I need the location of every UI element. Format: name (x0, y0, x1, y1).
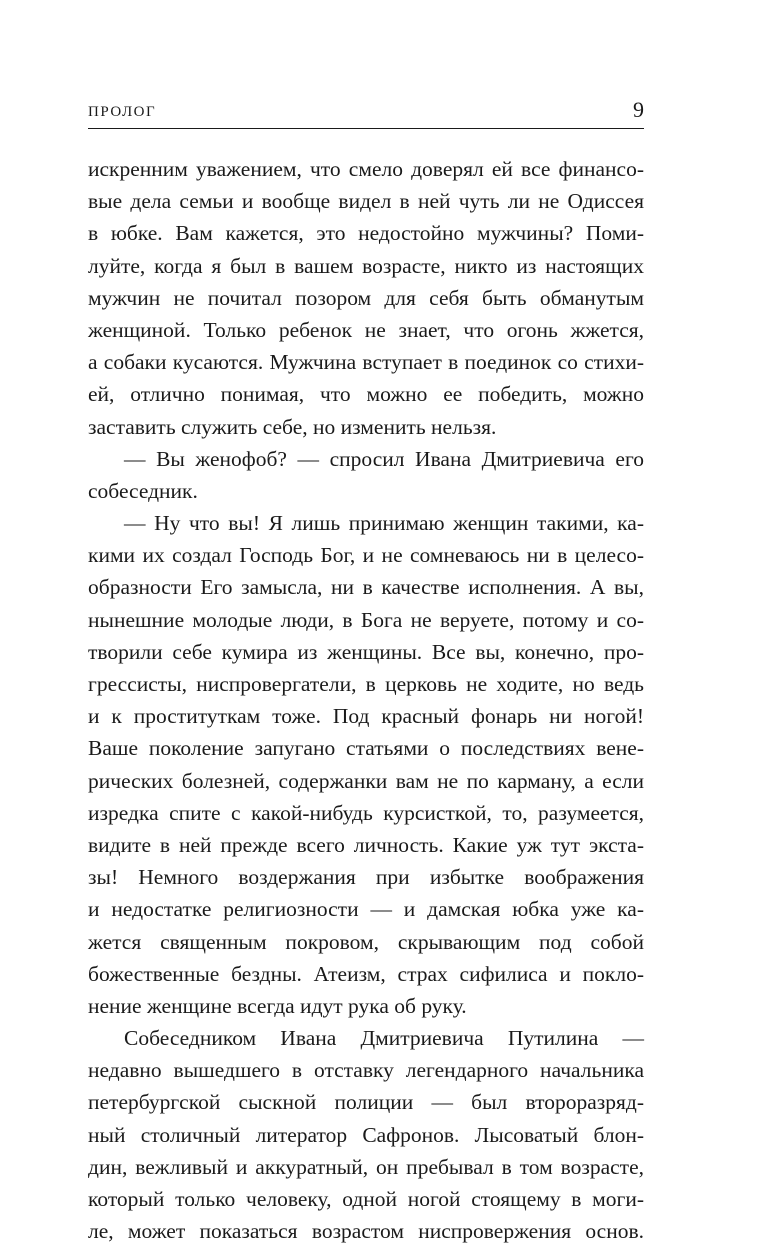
text-line: изредка спите с какой-нибудь курсисткой, то, разумеется, (88, 800, 644, 825)
text-line: видите в ней прежде всего личность. Какие уж тут экста- (88, 832, 644, 857)
page-number: 9 (633, 97, 644, 122)
text-line: жется священным покровом, скрывающим под собой (88, 929, 644, 954)
text-line: недавно вышедшего в отставку легендарного начальника (88, 1058, 644, 1083)
text-line: образности Его замысла, ни в качестве исполнения. А вы, (88, 575, 644, 600)
text-line: луйте, когда я был в вашем возрасте, никто из настоящих (88, 253, 644, 278)
text-line: ле, может показаться возрастом ниспровержения основ. (88, 1219, 644, 1244)
text-line: и недостатке религиозности — и дамская юбка уже ка- (88, 897, 644, 922)
text-line: искренним уважением, что смело доверял ей все финансо- (88, 157, 644, 181)
text-line: женщиной. Только ребенок не знает, что огонь жжется, (88, 317, 644, 342)
text-line: а собаки кусаются. Мужчина вступает в поединок со стихи- (88, 350, 644, 375)
text-line: заставить служить себе, но изменить нельзя. (88, 414, 497, 439)
text-line: ный столичный литератор Сафронов. Лысоватый блон- (88, 1122, 644, 1147)
text-line: собеседник. (88, 478, 198, 503)
text-line: Собеседником Ивана Дмитриевича Путилина — (124, 1026, 644, 1051)
text-line: петербургской сыскной полиции — был второразряд- (88, 1090, 644, 1115)
text-line: мужчин не почитал позором для себя быть обманутым (88, 285, 644, 310)
text-line: зы! Немного воздержания при избытке воображения (88, 865, 644, 890)
text-line: в юбке. Вам кажется, это недостойно мужчины? Поми- (88, 221, 644, 246)
page-header (88, 94, 644, 129)
text-line: вые дела семьи и вообще видел в ней чуть ли не Одиссея (88, 189, 644, 214)
running-head: ПРОЛОГ (88, 104, 157, 120)
text-line: нение женщине всегда идут рука об руку. (88, 993, 467, 1018)
text-line: рических болезней, содержанки вам не по карману, а если (88, 768, 644, 793)
text-line: нынешние молодые люди, в Бога не веруете, потому и со- (88, 607, 644, 632)
text-line: который только человеку, одной ногой стоящему в моги- (88, 1187, 644, 1211)
text-line: творили себе кумира из женщины. Все вы, конечно, про- (88, 639, 644, 664)
text-line: божественные бездны. Атеизм, страх сифилиса и покло- (88, 961, 644, 986)
text-line: — Вы женофоб? — спросил Ивана Дмитриевича его (124, 446, 644, 471)
text-line: Ваше поколение запугано статьями о последствиях вене- (88, 736, 644, 761)
text-line: и к проституткам тоже. Под красный фонарь ни ногой! (88, 704, 644, 729)
text-line: кими их создал Господь Бог, и не сомневаюсь ни в целесо- (88, 543, 644, 568)
text-line: ей, отлично понимая, что можно ее победить, можно (88, 382, 644, 407)
text-line: — Ну что вы! Я лишь принимаю женщин такими, ка- (124, 511, 644, 536)
text-line: дин, вежливый и аккуратный, он пребывал в том возрасте, (88, 1154, 644, 1179)
text-line: грессисты, ниспровергатели, в церковь не ходите, но ведь (88, 672, 644, 696)
body-text (88, 153, 644, 1247)
